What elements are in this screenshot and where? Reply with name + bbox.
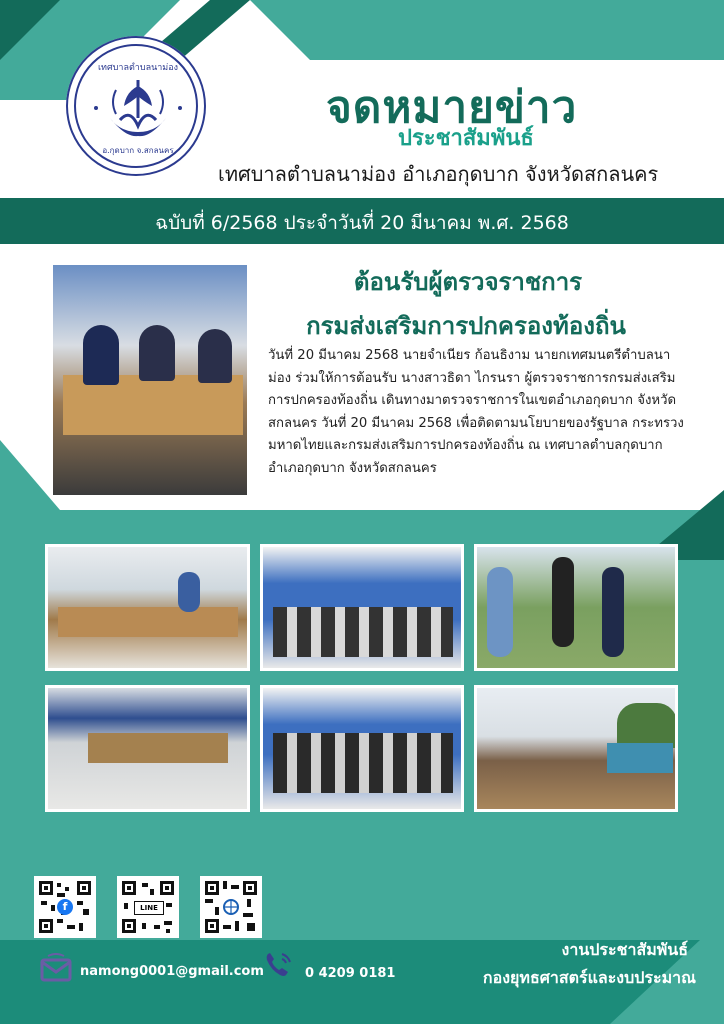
article-headline-line2: กรมส่งเสริมการปกครองท้องถิ่น bbox=[306, 312, 626, 340]
department-line2: กองยุทธศาสตร์และงบประมาณ bbox=[482, 968, 696, 987]
gallery-photo-4 bbox=[45, 685, 250, 812]
article-body: วันที่ 20 มีนาคม 2568 นายจำเนียร ก้อนธิงาม นายกเทศมนตรีตำบลนาม่อง ร่วมให้การต้อนรับ นางสาวธิดา ไกรนรา ผู้ตรวจราชการกรมส่งเสริมการปกครองท้องถิ่น เดินทางมาตรวจราชการในเขตอำเภอกุดบาก จังหวัดสกลนคร วันที่ 20 มีนาคม 2568 เพื่อติดตามนโยบายของรัฐบาล กระทรวงมหาดไทยและกรมส่งเสริมการปกครองท้องถิ่น ณ เทศบาลตำบลกุดบาก อำเภอกุดบาก จังหวัดสกลนคร bbox=[268, 348, 684, 476]
gallery-photo-3 bbox=[474, 544, 678, 671]
logo-top-text: เทศบาลตำบลนาม่อง bbox=[97, 63, 179, 73]
gallery-photo-5 bbox=[260, 685, 464, 812]
newsletter-subtitle: ประชาสัมพันธ์ bbox=[398, 126, 534, 151]
email-icon bbox=[40, 952, 72, 982]
line-icon: LINE bbox=[134, 901, 164, 915]
organization-name: เทศบาลตำบลนาม่อง อำเภอกุดบาก จังหวัดสกลนคร bbox=[218, 162, 659, 186]
main-photo bbox=[50, 262, 250, 498]
gallery-photo-1 bbox=[45, 544, 250, 671]
article-headline-line1: ต้อนรับผู้ตรวจราชการ bbox=[353, 268, 583, 296]
gallery-photo-6 bbox=[474, 685, 678, 812]
contact-email[interactable]: namong0001@gmail.com bbox=[80, 964, 264, 979]
logo-bottom-text: อ.กุดบาก จ.สกลนคร bbox=[102, 146, 174, 155]
gallery-photo-2 bbox=[260, 544, 464, 671]
newsletter-title: จดหมายข่าว bbox=[326, 82, 578, 133]
municipality-logo bbox=[66, 36, 206, 176]
phone-icon bbox=[262, 950, 294, 980]
issue-info: ฉบับที่ 6/2568 ประจำวันที่ 20 มีนาคม พ.ศ. 2568 bbox=[155, 212, 569, 234]
contact-phone[interactable]: 0 4209 0181 bbox=[305, 966, 396, 981]
facebook-icon: f bbox=[57, 899, 73, 915]
department-line1: งานประชาสัมพันธ์ bbox=[561, 940, 688, 959]
